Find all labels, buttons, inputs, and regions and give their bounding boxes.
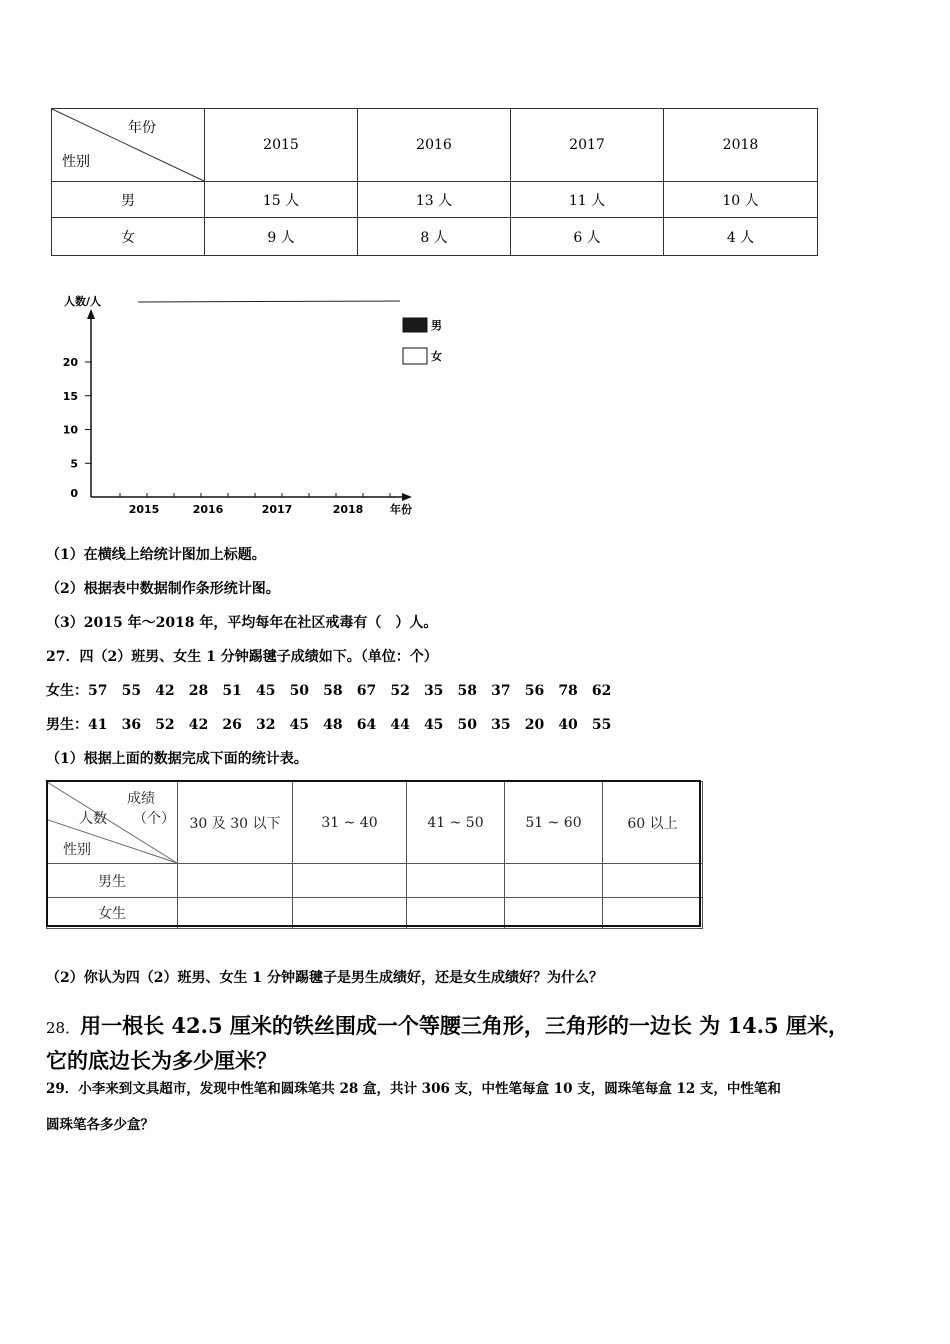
blank-cell [603,864,703,898]
score-value: 56 [524,683,545,699]
y-axis-arrow [87,309,95,319]
corner-year-label: 年份 [128,120,156,136]
question-28-line2: 它的底边长为多少厘米？ [46,1048,277,1073]
legend-label-female: 女 [431,350,442,363]
legend-label-male: 男 [431,319,442,332]
table-cell: 6 人 [511,218,664,256]
blank-cell [178,864,293,898]
boys-scores [46,714,626,734]
question-27-title: 27．四（2）班男、女生 1 分钟踢毽子成绩如下。（单位：个） [46,649,438,665]
score-value: 32 [255,717,276,733]
y-tick-label: 10 [62,423,78,437]
score-value: 40 [558,717,578,733]
score-value: 67 [356,683,377,699]
row-label: 男 [52,182,205,218]
score-value: 42 [155,683,175,699]
score-value: 58 [457,683,478,699]
score-value: 45 [255,683,276,699]
score-range-header: 41 ~ 50 [407,782,505,864]
score-range-header: 51 ~ 60 [505,782,603,864]
girls-score-list [88,683,626,699]
x-axis-label: 年份 [390,503,412,516]
score-value: 50 [457,717,478,733]
score-value: 45 [423,717,444,733]
y-tick-label: 0 [70,487,78,500]
population-table [51,108,818,256]
table-row [47,864,703,898]
blank-cell [407,864,505,898]
score-value: 64 [356,717,377,733]
row-label: 女生 [47,898,178,929]
score-value: 58 [323,683,343,699]
blank-cell [178,898,293,929]
year-header: 2016 [358,109,511,182]
corner-gender-label: 性别 [63,842,91,858]
girls-label: 女生： [46,683,88,699]
title-blank-line [138,301,400,302]
score-value: 35 [423,683,444,699]
score-value: 44 [390,717,410,733]
year-header: 2017 [511,109,664,182]
score-value: 78 [558,683,578,699]
girls-scores [46,680,626,700]
corner-count-label: 人数 [79,811,107,827]
score-table [46,781,703,929]
score-value: 28 [188,683,209,699]
table-row [52,218,818,256]
score-value: 62 [591,683,612,699]
table-cell: 9 人 [205,218,358,256]
table-cell: 15 人 [205,182,358,218]
table-corner-header [52,109,205,182]
blank-cell [603,898,703,929]
table-row [52,182,818,218]
score-value: 26 [222,717,242,733]
score-value: 55 [121,683,142,699]
score-value: 51 [222,683,242,699]
score-range-header: 30 及 30 以下 [178,782,293,864]
x-axis-arrow [402,493,412,501]
score-value: 57 [88,683,108,699]
y-tick-label: 5 [70,457,78,471]
score-value: 42 [188,717,209,733]
corner-score-label: 成绩 [127,791,155,807]
score-value: 48 [323,717,343,733]
score-value: 52 [390,683,410,699]
question-26-2: （2）根据表中数据制作条形统计图。 [46,581,280,597]
table-cell: 4 人 [664,218,818,256]
y-tick-label: 20 [62,356,78,369]
score-value: 35 [491,717,511,733]
score-value: 45 [289,717,310,733]
question-29-line1: 29．小李来到文具超市，发现中性笔和圆珠笔共 28 盒，共计 306 支，中性笔每盒 10 支，圆珠笔每盒 12 支，中性笔和 [46,1081,781,1097]
question-29-line2: 圆珠笔各多少盒？ [46,1117,154,1133]
x-tick-label: 2016 [192,503,224,516]
score-value: 41 [88,717,108,733]
question-28-text: 用一根长 42.5 厘米的铁丝围成一个等腰三角形，三角形的一边长 为 14.5 厘米， [80,1013,849,1038]
score-value: 52 [155,717,175,733]
blank-cell [407,898,505,929]
corner-gender-label: 性别 [62,154,90,170]
score-value: 20 [524,717,545,733]
legend-swatch-female [403,348,427,364]
table-cell: 11 人 [511,182,664,218]
question-26-3: （3）2015 年～2018 年，平均每年在社区戒毒有（ ）人。 [46,615,438,631]
legend-swatch-male [403,318,427,332]
row-label: 男生 [47,864,178,898]
blank-cell [505,898,603,929]
x-tick-label: 2017 [261,503,293,516]
table-cell: 13 人 [358,182,511,218]
row-label: 女 [52,218,205,256]
question-27-1: （1）根据上面的数据完成下面的统计表。 [46,751,308,767]
score-range-header: 60 以上 [603,782,703,864]
question-28-line1 [46,1010,849,1040]
y-axis-label: 人数/人 [64,295,102,308]
question-27-2: （2）你认为四（2）班男、女生 1 分钟踢毽子是男生成绩好，还是女生成绩好？为什么？ [46,970,603,986]
score-value: 37 [491,683,511,699]
x-tick-label: 2015 [128,503,160,516]
y-ticks [63,356,91,500]
score-range-header: 31 ~ 40 [293,782,407,864]
question-26-1: （1）在横线上给统计图加上标题。 [46,547,266,563]
bar-chart [60,285,440,520]
boys-label: 男生： [46,717,88,733]
table-row [47,898,703,929]
table-cell: 10 人 [664,182,818,218]
table-corner-header [47,782,178,864]
blank-cell [505,864,603,898]
score-value: 55 [591,717,612,733]
year-header: 2018 [664,109,818,182]
y-tick-label: 15 [62,389,78,403]
blank-cell [293,898,407,929]
score-value: 50 [289,683,310,699]
blank-cell [293,864,407,898]
year-header: 2015 [205,109,358,182]
boys-score-list [88,717,626,733]
x-tick-label: 2018 [332,503,364,516]
question-28-number: 28． [46,1019,81,1037]
corner-unit-label: （个） [133,811,175,827]
table-cell: 8 人 [358,218,511,256]
score-value: 36 [121,717,142,733]
